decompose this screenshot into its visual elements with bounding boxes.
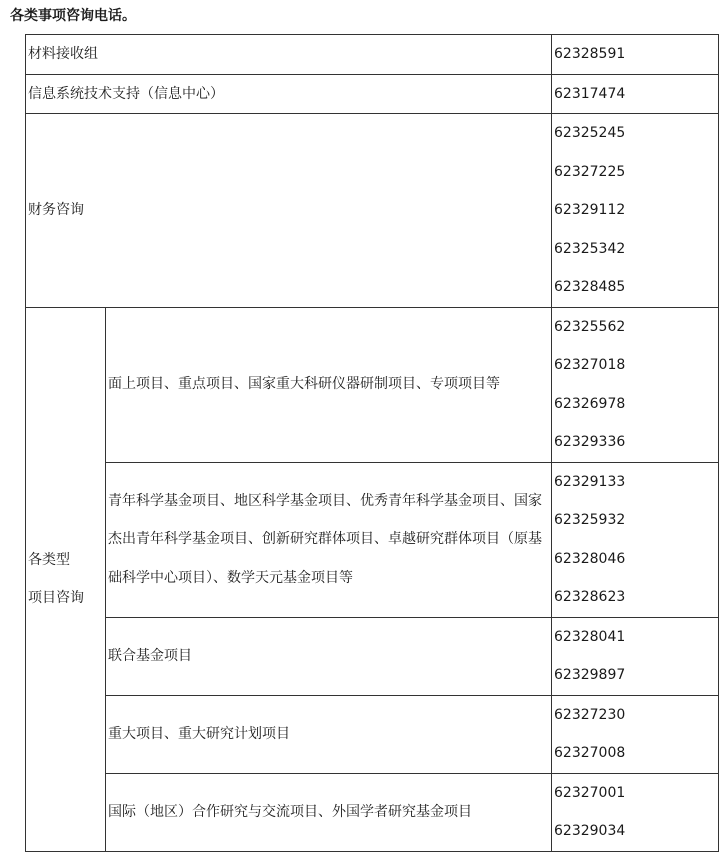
phone-number: 62317474 [554,85,626,102]
phone-number: 62329133 [554,473,626,490]
phone-cell [552,695,719,773]
table-row [26,114,719,308]
phone-cell [552,307,719,462]
table-row [26,35,719,75]
phone-cell [552,617,719,695]
table-row [26,617,719,695]
phone-number: 62328485 [554,279,626,295]
row-label: 材料接收组 [26,35,552,75]
table-row [26,462,719,617]
phone-number: 62329336 [554,434,626,450]
phone-cell [552,773,719,851]
phone-cell [552,35,719,75]
phone-number: 62328046 [554,550,626,567]
item-label: 重大项目、重大研究计划项目 [106,695,552,773]
phone-number: 62329897 [554,667,626,683]
table-row [26,74,719,114]
phone-number: 62327018 [554,357,626,373]
phone-number: 62329112 [554,202,626,218]
group-label-line: 各类型 [28,551,70,568]
phone-cell [552,462,719,617]
phone-number: 62328041 [554,628,626,645]
group-label-line: 项目咨询 [28,590,84,606]
page-title: 各类事项咨询电话。 [10,8,136,24]
row-label: 财务咨询 [26,114,552,308]
phone-cell [552,114,719,308]
phone-number: 62327008 [554,745,626,761]
phone-number: 62328623 [554,589,626,605]
item-label: 青年科学基金项目、地区科学基金项目、优秀青年科学基金项目、国家杰出青年科学基金项目、创新研究群体项目、卓越研究群体项目（原基础科学中心项目）、数学天元基金项目等 [106,462,552,617]
table-row [26,695,719,773]
item-label: 联合基金项目 [106,617,552,695]
phone-number: 62327001 [554,784,626,801]
item-label: 面上项目、重点项目、国家重大科研仪器研制项目、专项项目等 [106,307,552,462]
row-label: 信息系统技术支持（信息中心） [26,74,552,114]
phone-number: 62325562 [554,318,626,335]
table-row [26,773,719,851]
table-row [26,307,719,462]
contact-table [25,34,719,852]
phone-number: 62328591 [554,46,626,62]
phone-number: 62325932 [554,512,626,528]
phone-number: 62325342 [554,240,626,257]
phone-number: 62327230 [554,706,626,723]
phone-number: 62329034 [554,823,626,839]
phone-number: 62325245 [554,125,626,141]
item-label: 国际（地区）合作研究与交流项目、外国学者研究基金项目 [106,773,552,851]
phone-number: 62326978 [554,395,626,412]
group-label [26,307,106,851]
phone-number: 62327225 [554,163,626,180]
phone-cell [552,74,719,114]
